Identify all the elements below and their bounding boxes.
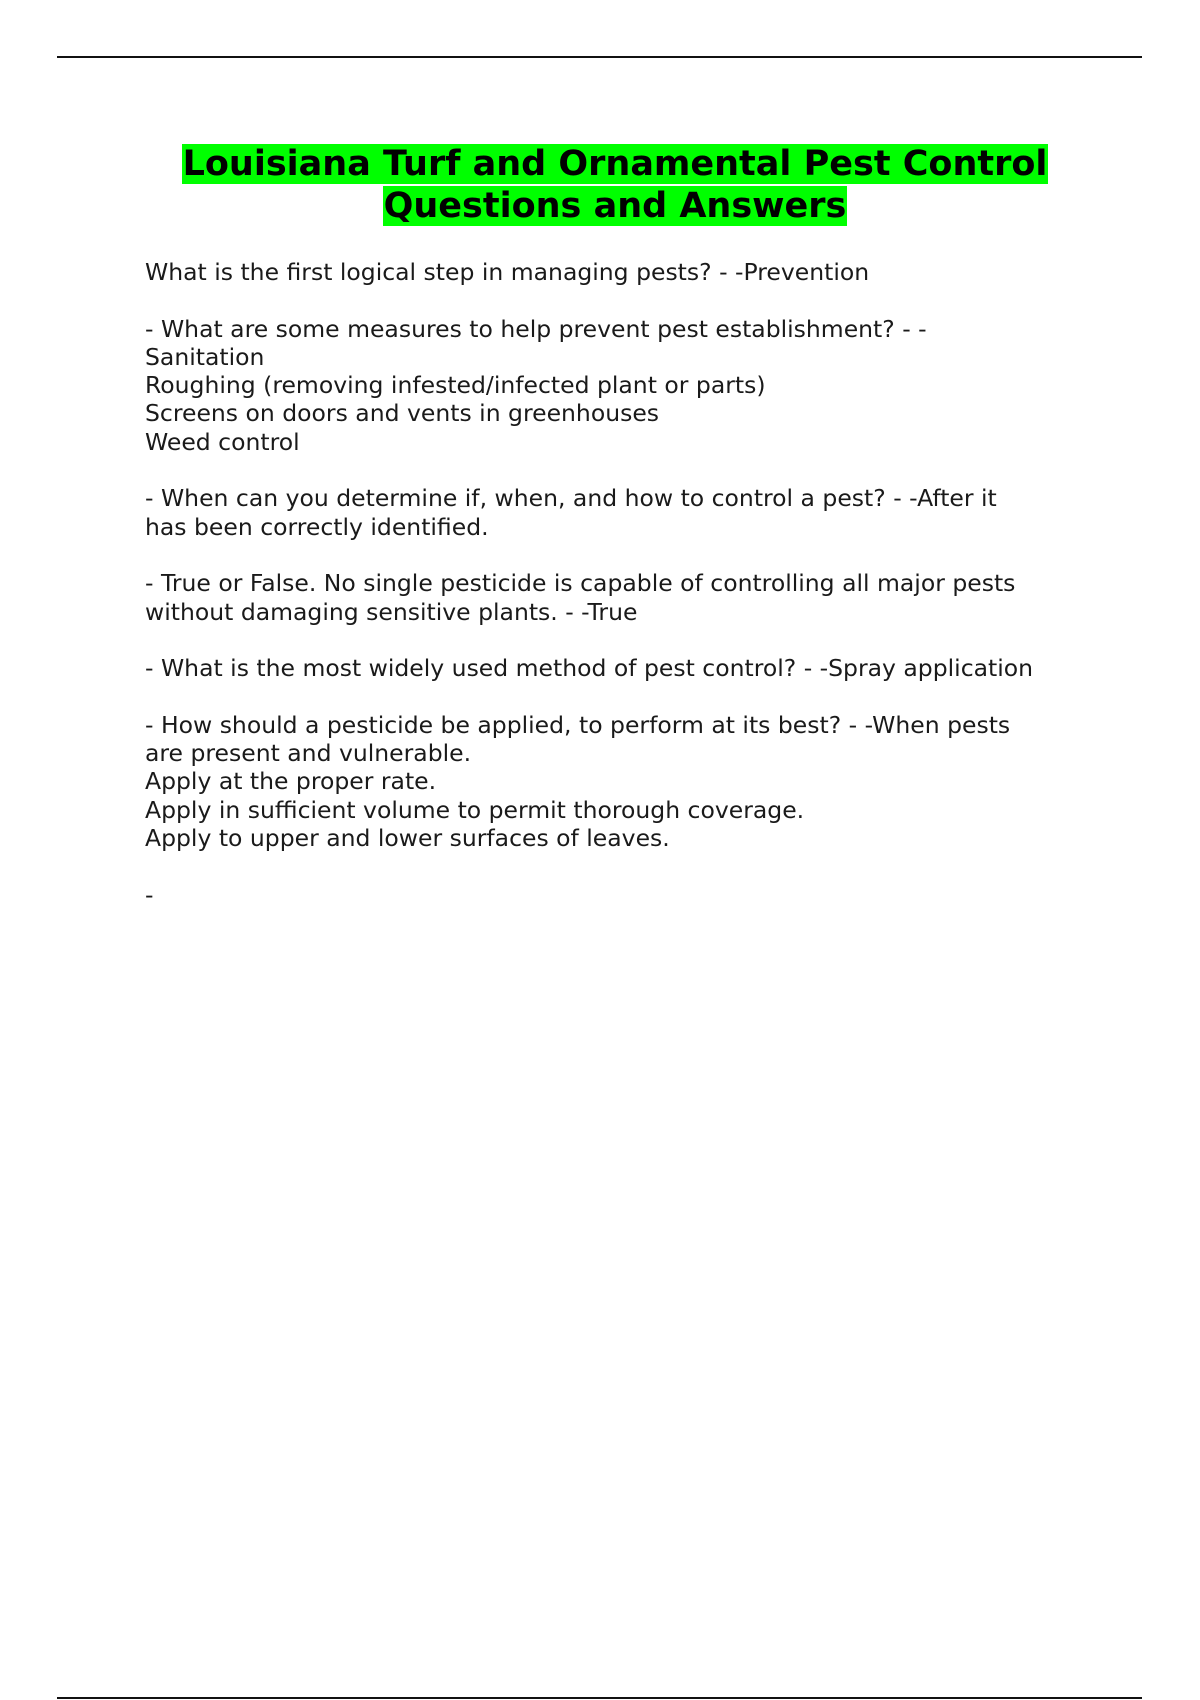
qa-item-7: - <box>145 880 154 909</box>
document-title-line-1: Louisiana Turf and Ornamental Pest Control <box>182 144 1048 184</box>
document-title <box>120 143 1110 227</box>
qa-item-6: - How should a pesticide be applied, to perform at its best? - -When pests are present and vulnerable. Apply at the proper rate. Apply in sufficient volume to permit thorough coverage. Apply to upper and lower surfaces of leaves. <box>145 710 1011 852</box>
qa-list <box>145 258 1075 909</box>
qa-item-4: - True or False. No single pesticide is capable of controlling all major pests without damaging sensitive plants. - -True <box>145 569 1016 626</box>
qa-item-1: What is the first logical step in managing pests? - -Prevention <box>145 258 870 286</box>
footer-rule <box>57 1697 1142 1699</box>
header-rule <box>57 56 1142 58</box>
document-title-line-2: Questions and Answers <box>383 186 847 226</box>
qa-item-3: - When can you determine if, when, and how to control a pest? - -After it has been correctly identified. <box>145 484 997 541</box>
qa-item-2: - What are some measures to help prevent pest establishment? - - Sanitation Roughing (removing infested/infected plant or parts) Screens on doors and vents in greenhouses Weed control <box>145 314 927 456</box>
qa-item-5: - What is the most widely used method of pest control? - -Spray application <box>145 654 1034 683</box>
